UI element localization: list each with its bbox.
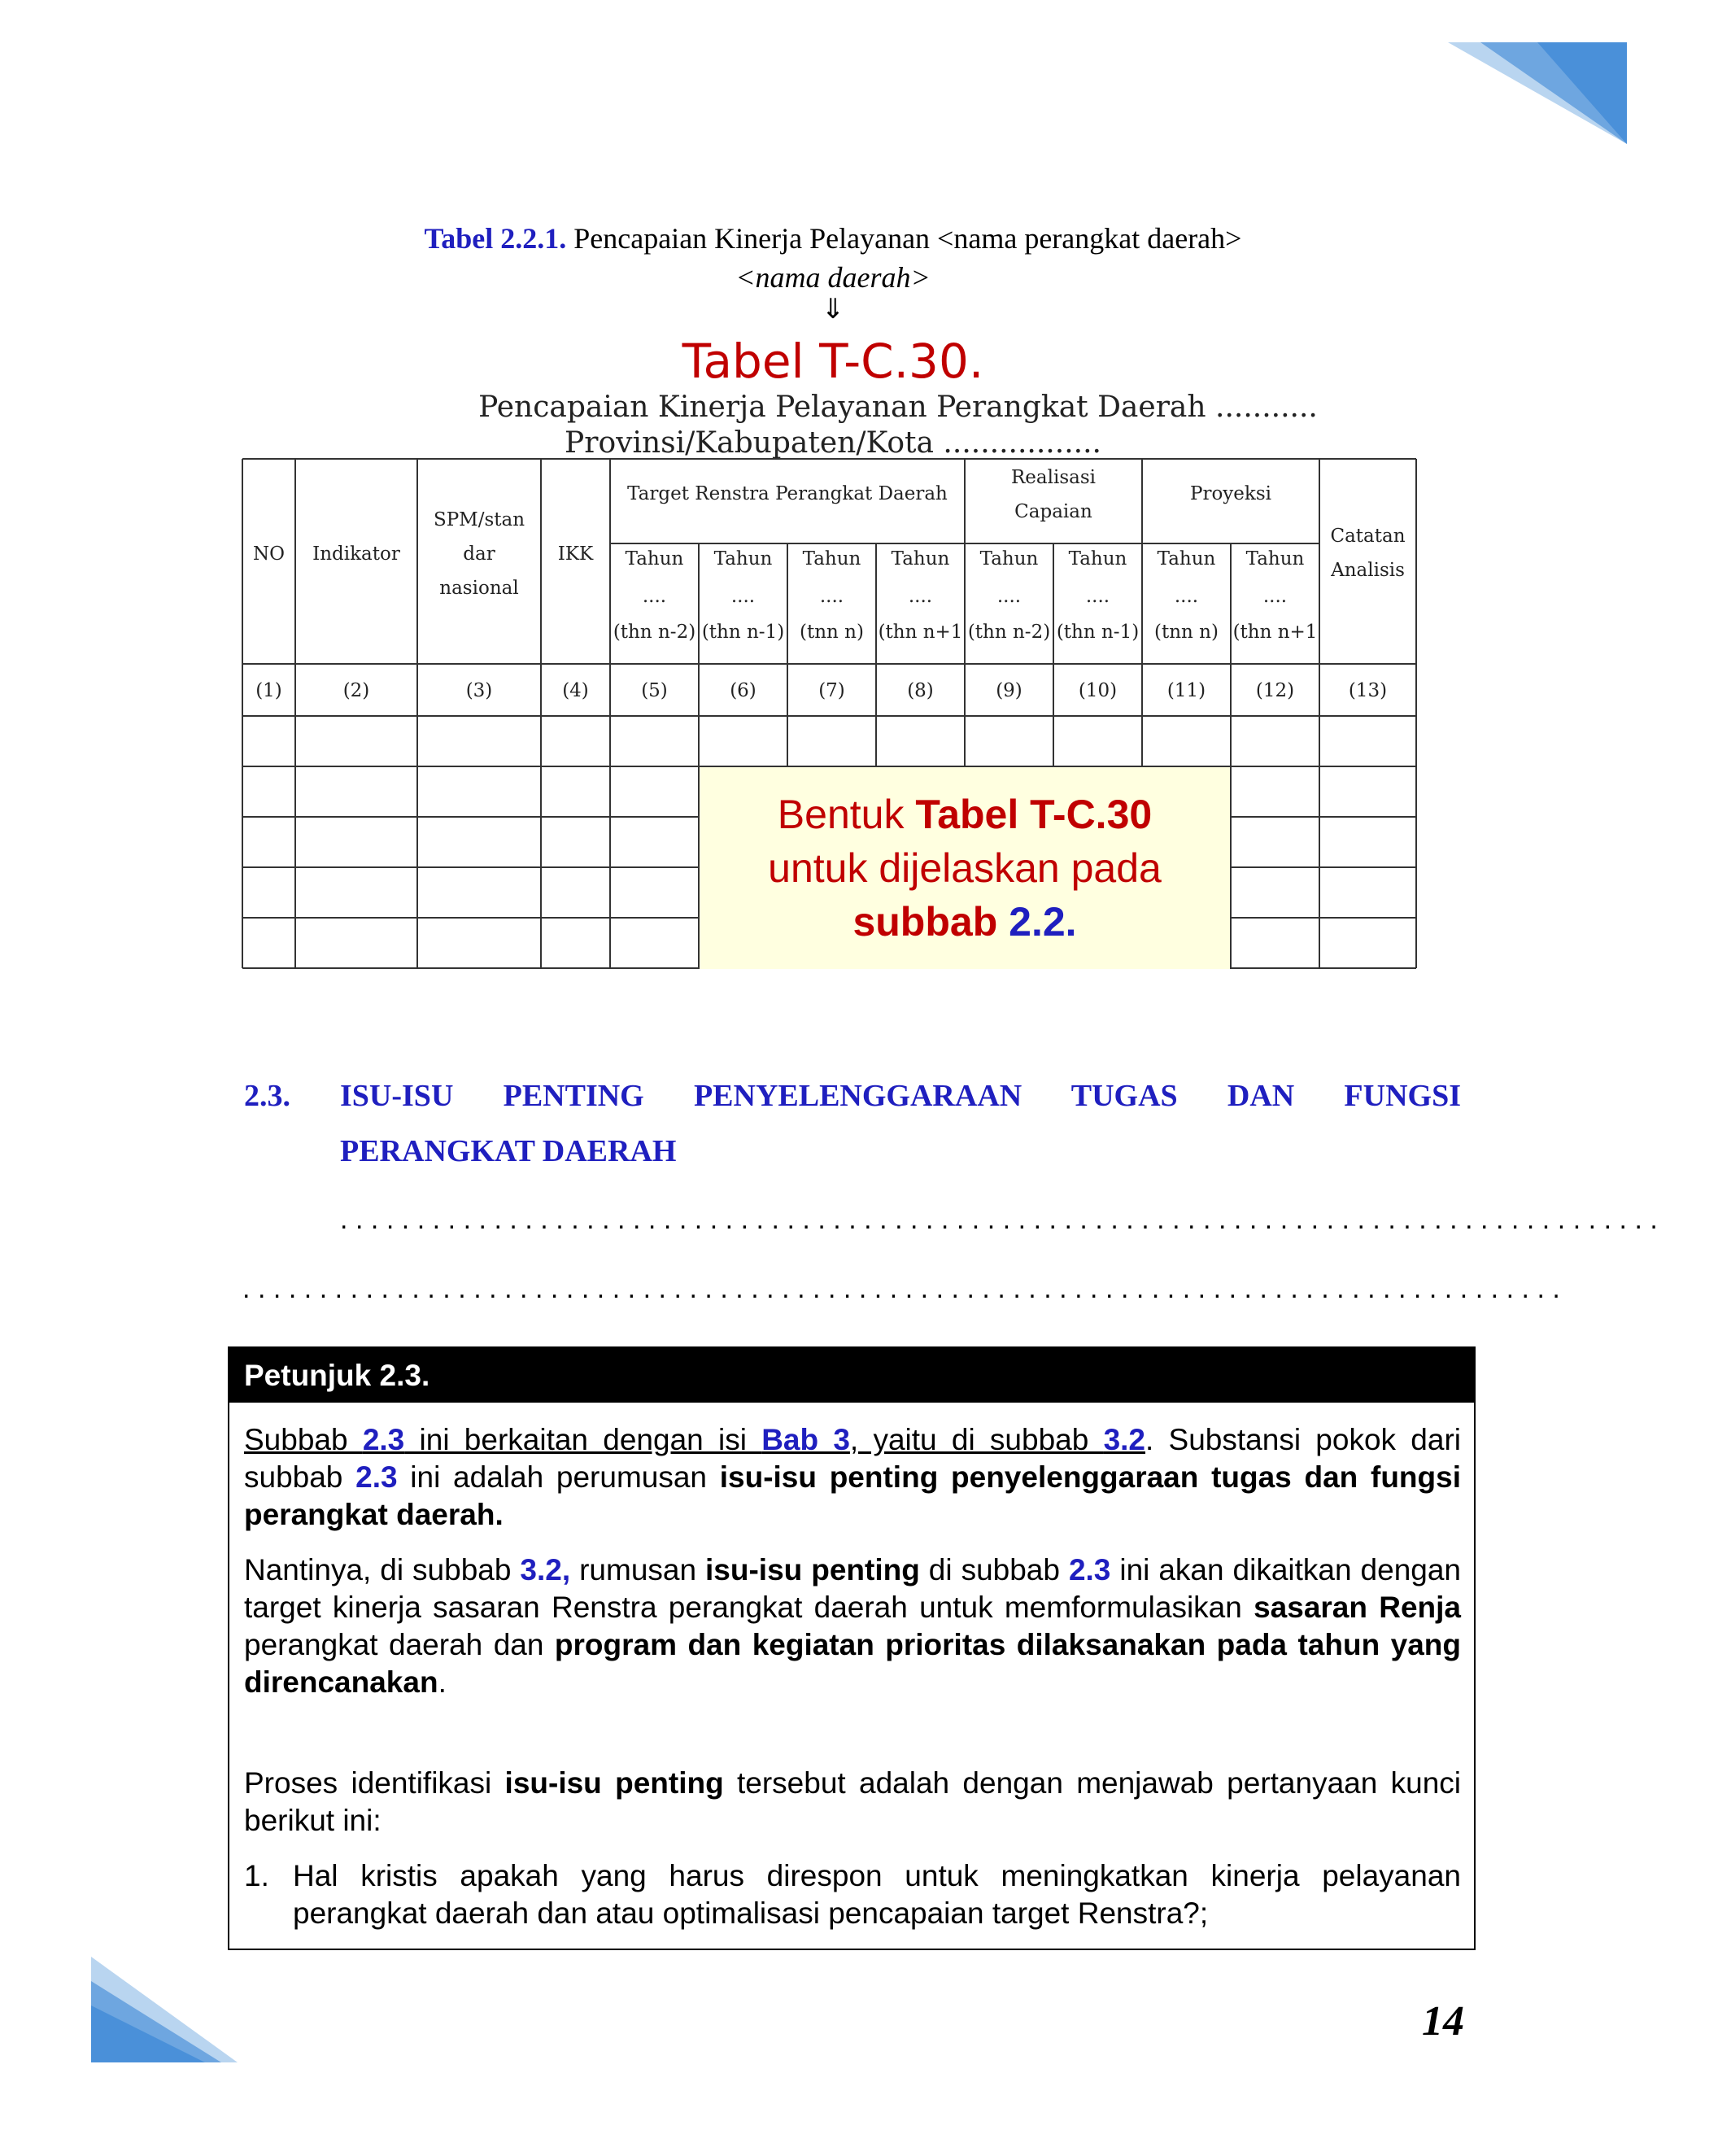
table-header-year-code: (thn n+1 [1232, 622, 1318, 643]
text-span: , yaitu di subbab [849, 1423, 1104, 1456]
table-header-year-code: (tnn n) [1154, 622, 1219, 643]
subbab-link[interactable]: 2.3 [362, 1423, 405, 1456]
page-number: 14 [1422, 1998, 1464, 2045]
text-span: Nantinya, di subbab [244, 1553, 521, 1586]
petunjuk-paragraph-2 [244, 1552, 1461, 1701]
text-span: Subbab [244, 1423, 363, 1456]
table-header-year-code: (thn n+1 [878, 622, 963, 643]
section-number: 2.3. [244, 1079, 290, 1113]
table-header-tahun: Tahun [1157, 548, 1216, 570]
table-caption-line2: <nama daerah> [735, 261, 931, 294]
text-span: tersebut adalah dengan menjawab pertanyaan kunci berikut ini: [244, 1766, 1461, 1837]
overlay-text: untuk dijelaskan pada [768, 845, 1162, 891]
table-column-number: (12) [1255, 680, 1295, 701]
corner-decoration-bottom-left [91, 1957, 238, 2062]
table-column-number: (3) [465, 680, 493, 701]
table-column-number: (2) [342, 680, 370, 701]
list-number: 1. [244, 1859, 269, 1892]
table-header-tahun: Tahun [979, 548, 1039, 570]
petunjuk-paragraph-1 [244, 1421, 1461, 1534]
table-column-number: (11) [1166, 680, 1206, 701]
table-header-ikk: IKK [557, 543, 594, 565]
table-caption-label: Tabel 2.2.1. [424, 222, 567, 255]
table-header-tahun: Tahun [1245, 548, 1305, 570]
table-column-number: (13) [1348, 680, 1388, 701]
table-header-tahun-dots: .... [1262, 586, 1288, 607]
table-column-number: (6) [730, 680, 756, 701]
list-text: Hal kristis apakah yang harus direspon untuk meningkatkan kinerja pelayanan perangkat daerah dan atau optimalisasi pencapaian target Renstra?; [293, 1859, 1461, 1930]
table-header-catatan: Analisis [1331, 560, 1405, 581]
table-column-number: (10) [1078, 680, 1118, 701]
table-header-tahun: Tahun [802, 548, 861, 570]
overlay-table-ref: Tabel T-C.30 [915, 792, 1153, 837]
bold-text: sasaran Renja [1254, 1591, 1461, 1624]
bold-text: isu-isu penting penyelenggaraan tugas dan fungsi perangkat daerah. [244, 1460, 1461, 1531]
table-header-indikator: Indikator [312, 543, 400, 565]
petunjuk-box [228, 1346, 1476, 1950]
table-header-target: Target Renstra Perangkat Daerah [627, 483, 948, 504]
table-header-tahun-dots: .... [642, 586, 667, 607]
down-arrow-icon: ⇓ [821, 293, 845, 325]
table-column-number: (7) [818, 680, 845, 701]
table-column-number: (5) [641, 680, 668, 701]
bold-text: isu-isu penting [504, 1766, 724, 1800]
section-title-line2: PERANGKAT DAERAH [340, 1134, 677, 1168]
bab-link[interactable]: Bab 3 [761, 1423, 850, 1456]
table-header-catatan: Catatan [1330, 526, 1406, 547]
table-header-tahun-dots: .... [908, 586, 933, 607]
table-header-tahun-dots: .... [1085, 586, 1110, 607]
table-header-tahun: Tahun [1068, 548, 1127, 570]
table-header-tahun-dots: .... [730, 586, 756, 607]
table-header-realisasi: Realisasi [1010, 467, 1097, 488]
subbab-ref: 2.3 [1068, 1553, 1111, 1586]
table-tc30-title: Tabel T-C.30. [682, 334, 984, 389]
overlay-text: Bentuk [777, 792, 916, 837]
text-span: rumusan [570, 1553, 706, 1586]
table-header-year-code: (tnn n) [800, 622, 864, 643]
table-column-number: (4) [562, 680, 589, 701]
table-column-number: (9) [996, 680, 1022, 701]
text-span: . [438, 1665, 447, 1699]
text-span: ini berkaitan dengan isi [404, 1423, 762, 1456]
table-header-tahun-dots: .... [996, 586, 1022, 607]
text-span: ini akan dikaitkan dengan target kinerja sasaran Renstra perangkat daerah untuk memformulasikan [244, 1553, 1462, 1624]
table-caption [0, 221, 1666, 255]
text-span: di subbab [919, 1553, 1069, 1586]
overlay-subbab-ref: 2.2. [1009, 899, 1077, 945]
subbab-ref: 2.3 [355, 1460, 398, 1494]
table-overlay-note [700, 767, 1230, 969]
table-header-proyeksi: Proyeksi [1189, 483, 1272, 504]
table-header-spm: nasional [439, 578, 519, 599]
fill-in-dots: ...................................................................................... [242, 1273, 1568, 1304]
table-header-year-code: (thn n-1) [1056, 622, 1140, 643]
table-header-tahun-dots: .... [819, 586, 844, 607]
text-span: . Substansi pokok dari subbab [244, 1423, 1461, 1494]
subbab-ref: 3.2, [520, 1553, 571, 1586]
bold-text: program dan kegiatan prioritas dilaksanakan pada tahun yang direncanakan [244, 1628, 1461, 1699]
fill-in-dots: ...................................................................................... [340, 1204, 1666, 1235]
table-tc30-subtitle-2: Provinsi/Kabupaten/Kota ................. [565, 426, 1101, 460]
table-header-spm: dar [463, 543, 495, 565]
table-header-realisasi: Capaian [1014, 501, 1092, 522]
section-title-line1: ISU-ISU PENTING PENYELENGGARAAN TUGAS DAN FUNGSI [340, 1079, 1461, 1113]
text-span: perangkat daerah dan [244, 1628, 555, 1661]
table-tc30-subtitle-1: Pencapaian Kinerja Pelayanan Perangkat Daerah ........... [478, 391, 1318, 424]
table-header-year-code: (thn n-1) [701, 622, 785, 643]
table-header-year-code: (thn n-2) [613, 622, 696, 643]
table-caption-text: Pencapaian Kinerja Pelayanan <nama perangkat daerah> [566, 222, 1242, 255]
overlay-text: subbab [852, 899, 1009, 945]
table-header-tahun: Tahun [713, 548, 773, 570]
bold-text: isu-isu penting [705, 1553, 920, 1586]
text-span: ini adalah perumusan [397, 1460, 720, 1494]
subbab-link[interactable]: 3.2 [1103, 1423, 1146, 1456]
table-header-tahun: Tahun [891, 548, 950, 570]
petunjuk-heading: Petunjuk 2.3. [229, 1348, 1474, 1403]
table-header-no: NO [253, 543, 285, 565]
corner-decoration-top-right [1448, 42, 1627, 144]
table-header-tahun: Tahun [625, 548, 684, 570]
table-header-spm: SPM/stan [433, 509, 525, 530]
table-header-tahun-dots: .... [1174, 586, 1199, 607]
petunjuk-paragraph-3 [244, 1765, 1461, 1840]
table-header-year-code: (thn n-2) [967, 622, 1051, 643]
table-column-number: (1) [255, 680, 282, 701]
table-column-number: (8) [907, 680, 934, 701]
text-span: Proses identifikasi [244, 1766, 505, 1800]
